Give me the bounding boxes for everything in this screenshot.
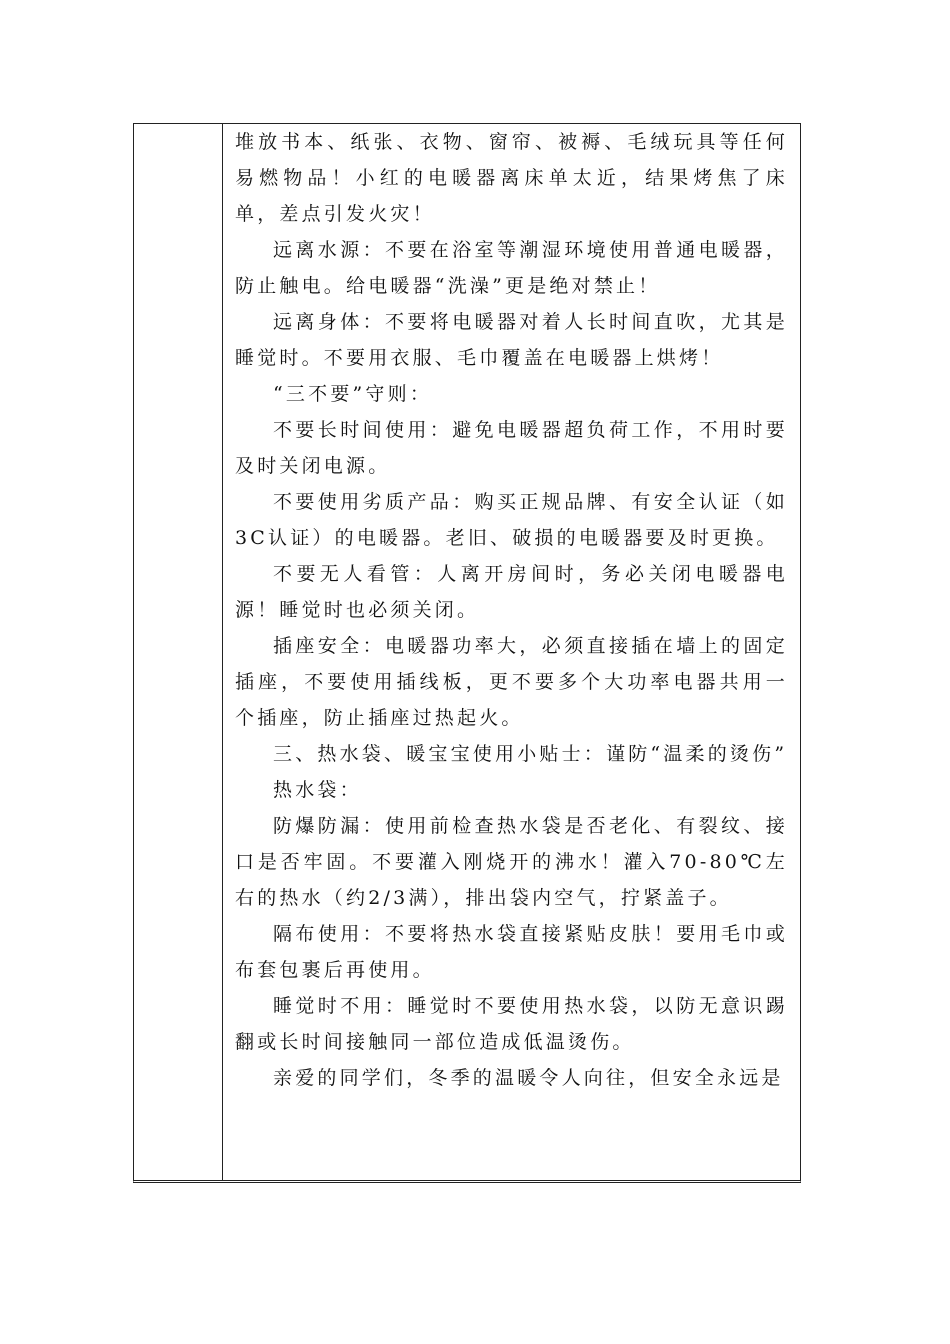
paragraph: 不要长时间使用：避免电暖器超负荷工作，不用时要及时关闭电源。 (235, 419, 788, 477)
paragraph: 不要使用劣质产品：购买正规品牌、有安全认证（如3C认证）的电暖器。老旧、破损的电暖器要及时更换。 (235, 491, 788, 549)
paragraph: 堆放书本、纸张、衣物、窗帘、被褥、毛绒玩具等任何易燃物品！小红的电暖器离床单太近，结果烤焦了床单，差点引发火灾！ (235, 131, 788, 225)
paragraph: 隔布使用：不要将热水袋直接紧贴皮肤！要用毛巾或布套包裹后再使用。 (235, 923, 788, 981)
paragraph: 插座安全：电暖器功率大，必须直接插在墙上的固定插座，不要使用插线板，更不要多个大功率电器共用一个插座，防止插座过热起火。 (235, 635, 788, 729)
paragraph: 不要无人看管：人离开房间时，务必关闭电暖器电源！睡觉时也必须关闭。 (235, 563, 788, 621)
paragraph: 亲爱的同学们，冬季的温暖令人向往，但安全永远是 (273, 1067, 784, 1089)
document-table (133, 123, 801, 1183)
table-left-column (134, 124, 223, 1180)
paragraph: 远离身体：不要将电暖器对着人长时间直吹，尤其是睡觉时。不要用衣服、毛巾覆盖在电暖器上烘烤！ (235, 311, 788, 369)
paragraph: 远离水源：不要在浴室等潮湿环境使用普通电暖器，防止触电。给电暖器“洗澡”更是绝对禁止！ (235, 239, 788, 297)
paragraph: “三不要”守则： (273, 383, 433, 405)
paragraph: 睡觉时不用：睡觉时不要使用热水袋，以防无意识踢翻或长时间接触同一部位造成低温烫伤。 (235, 995, 788, 1053)
table-content-column (223, 124, 800, 1180)
section-heading: 三、热水袋、暖宝宝使用小贴士：谨防“温柔的烫伤” (273, 743, 788, 765)
paragraph: 防爆防漏：使用前检查热水袋是否老化、有裂纹、接口是否牢固。不要灌入刚烧开的沸水！灌入70-80℃左右的热水（约2/3满），排出袋内空气，拧紧盖子。 (235, 815, 788, 909)
subheading: 热水袋： (273, 779, 362, 801)
